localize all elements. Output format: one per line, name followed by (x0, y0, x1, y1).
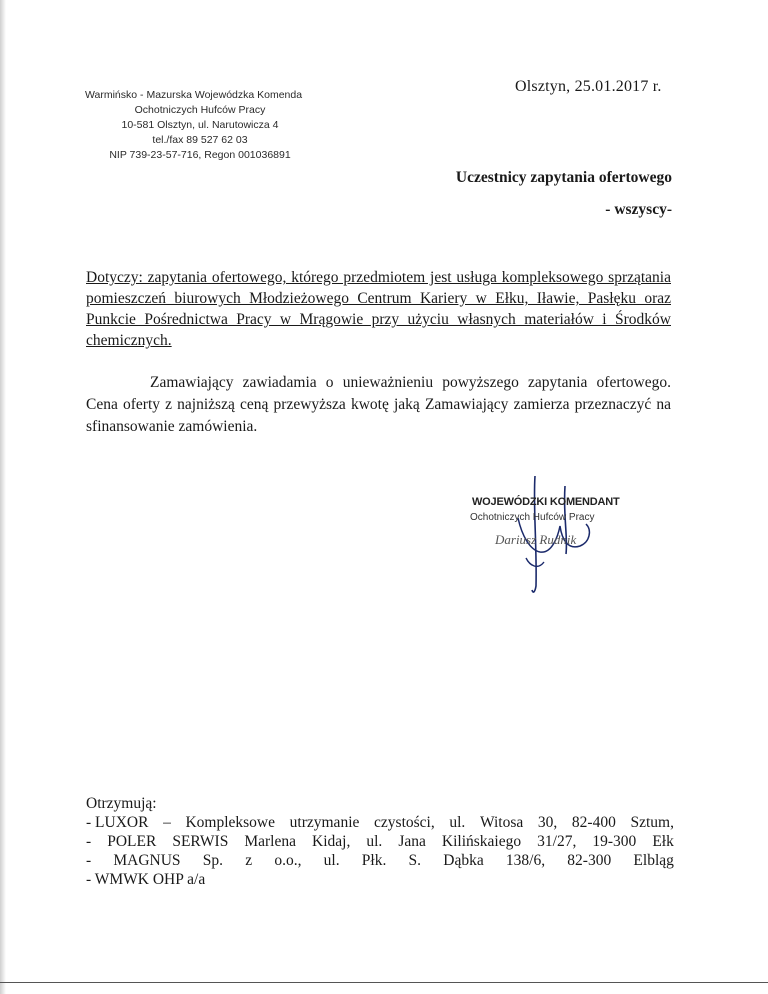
recipient-item-word: o.o., (274, 852, 302, 869)
stamp-line-3: Dariusz Rudnik (495, 532, 577, 547)
recipient-item-word: z (245, 852, 253, 869)
recipient-item-word: MAGNUS (113, 852, 181, 869)
stamp-line-2: Ochotniczych Hufców Pracy (470, 512, 595, 523)
recipient-item-word: Ełk (652, 833, 674, 850)
recipient-item-word: czystości, (374, 814, 435, 831)
stamp-line-1: WOJEWÓDZKI KOMENDANT (472, 496, 620, 508)
sender-address-stamp (85, 88, 315, 163)
recipient-item-word: - (86, 852, 92, 869)
recipient-block (448, 162, 672, 226)
recipient-item-word: ul. (449, 814, 466, 831)
recipient-item-word: – (163, 814, 171, 831)
subject-line-3: Punkcie Pośrednictwa Pracy w Mrągowie przy użyciu własnych materiałów i Środków (86, 311, 671, 328)
recipient-item-word: 82-300 (567, 852, 612, 869)
recipient-item-word: 82-400 (571, 814, 616, 831)
sender-line-1: Warmińsko - Mazurska Wojewódzka Komenda (85, 89, 303, 101)
recipient-item (86, 813, 674, 832)
recipient-item-word: POLER (107, 833, 157, 850)
subject-line-2: pomieszczeń biurowych Młodzieżowego Centrum Kariery w Ełku, Iławie, Pasłęku oraz (86, 290, 671, 307)
recipient-item-word: Elbląg (633, 852, 674, 869)
page-bottom-edge (0, 982, 768, 983)
sender-line-4: tel./fax 89 527 62 03 (152, 134, 248, 146)
recipient-item-word: Jana (398, 833, 426, 850)
recipients-heading: Otrzymują: (86, 795, 157, 812)
recipient-item-word: SERWIS (172, 833, 229, 850)
recipient-item-word: - WMWK OHP a/a (86, 871, 206, 888)
recipient-item (86, 870, 674, 889)
recipient-line-2: - wszyscy- (605, 201, 672, 218)
recipient-item-word: 138/6, (505, 852, 546, 869)
recipient-item-word: Dąbka (443, 852, 484, 869)
subject-line-1: Dotyczy: zapytania ofertowego, którego przedmiotem jest usługa kompleksowego sprzątania (86, 269, 671, 286)
body-paragraph: Zamawiający zawiadamia o unieważnieniu powyższego zapytania ofertowego. Cena oferty z najniższą ceną przewyższa kwotę jaką Zamawiający zamierza przeznaczyć na sfinansowanie zamówienia. (86, 374, 671, 435)
recipient-item-word: Kidaj, (312, 833, 351, 850)
subject-line-4: chemicznych. (86, 332, 172, 349)
recipient-item-word: Płk. (361, 852, 387, 869)
recipient-item-word: utrzymanie (289, 814, 360, 831)
recipient-item-word: Witosa (479, 814, 524, 831)
recipient-item-word: S. (408, 852, 422, 869)
recipient-line-1: Uczestnicy zapytania ofertowego (455, 169, 672, 186)
recipient-item (86, 851, 674, 870)
recipient-item-word: - LUXOR (86, 814, 149, 831)
recipient-item-word: ul. (323, 852, 340, 869)
recipient-item-word: Kompleksowe (185, 814, 276, 831)
recipient-item-word: 19-300 (592, 833, 637, 850)
subject-block (86, 267, 671, 351)
recipient-item-word: Sp. (202, 852, 224, 869)
recipient-item (86, 832, 674, 851)
place-date: Olsztyn, 25.01.2017 r. (515, 78, 662, 95)
recipient-item-word: - (86, 833, 92, 850)
scan-edge (0, 0, 6, 994)
recipient-item-word: ul. (366, 833, 383, 850)
recipient-item-word: Sztum, (630, 814, 674, 831)
sender-line-3: 10-581 Olsztyn, ul. Narutowicza 4 (121, 119, 279, 131)
recipient-item-word: 31/27, (537, 833, 577, 850)
recipient-item-word: Marlena (244, 833, 296, 850)
sender-line-5: NIP 739-23-57-716, Regon 001036891 (109, 149, 291, 161)
recipient-item-word: 30, (537, 814, 558, 831)
recipients-list (86, 794, 674, 889)
sender-line-2: Ochotniczych Hufców Pracy (134, 104, 266, 116)
signature-stamp (440, 466, 650, 606)
recipient-item-word: Kilińskaiego (441, 833, 522, 850)
